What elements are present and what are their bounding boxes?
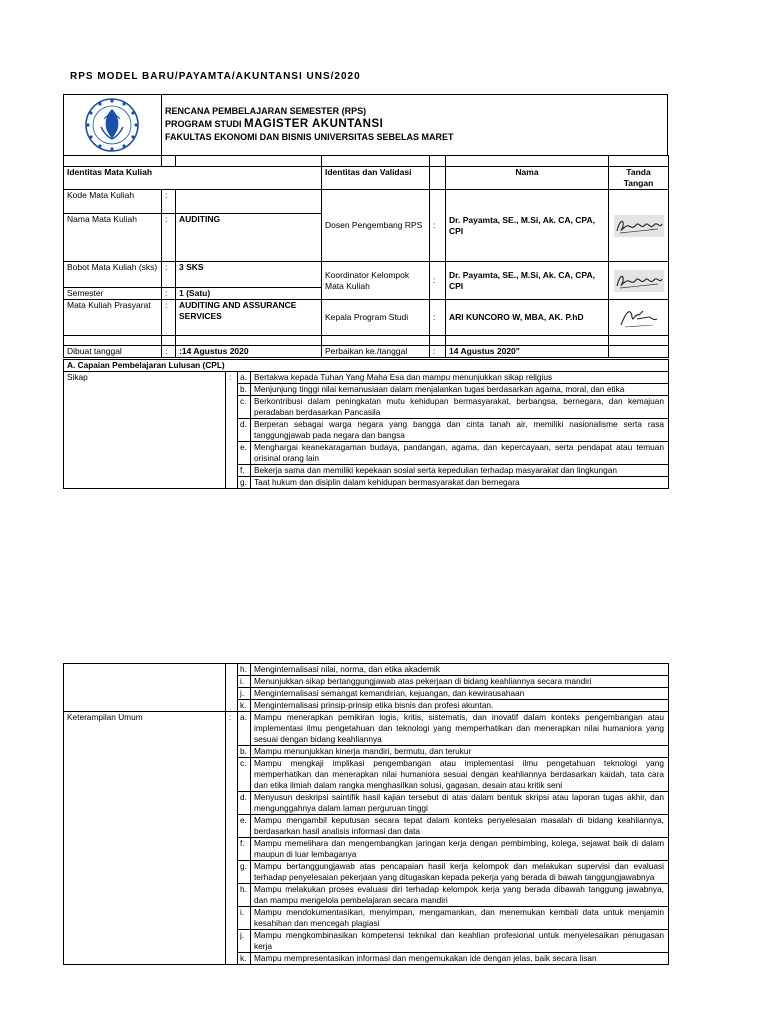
colon: :	[430, 262, 446, 300]
item-text: Mampu bertanggungjawab atas pencapaian hasil kerja kelompok dan melakukan supervisi dan evaluasi terhadap penyelesaian pekerjaan yang ditugaskan kepada pekerja yang berada di bawah tanggungjawabnya	[251, 861, 669, 884]
item-text: Berperan sebagai warga negara yang bangga dan cinta tanah air, memiliki nasionalisme serta rasa tanggungjawab pada negara dan bangsa	[251, 419, 669, 442]
item-letter: b.	[238, 384, 251, 396]
header-text	[165, 105, 454, 144]
developer-name: Dr. Payamta, SE., M.Si, Ak. CA, CPA, CPI	[446, 190, 609, 262]
head-signature	[609, 300, 669, 336]
created-label: Dibuat tanggal	[64, 346, 162, 358]
credits-value: 3 SKS	[176, 262, 322, 288]
semester-value: 1 (Satu)	[176, 288, 322, 300]
colon: :	[162, 190, 176, 214]
item-letter: a.	[238, 372, 251, 384]
colon: :	[162, 262, 176, 288]
cpl-table	[63, 359, 669, 489]
course-code-value	[176, 190, 322, 214]
program-name: MAGISTER AKUNTANSI	[244, 118, 384, 130]
item-letter: e.	[238, 442, 251, 465]
sikap-label-continued	[64, 664, 226, 712]
col-name: Nama	[446, 167, 609, 190]
item-text: Taat hukum dan disiplin dalam kehidupan bermasyarakat dan bernegara	[251, 477, 669, 489]
item-text: Menginternalisasi semangat kemandirian, kejuangan, dan kewirausahaan	[251, 688, 669, 700]
signature-icon	[614, 215, 664, 237]
identity-table	[63, 155, 669, 358]
item-letter: a.	[238, 712, 251, 746]
cpl-item-row	[64, 372, 669, 384]
colon: :	[162, 214, 176, 262]
item-letter: f.	[238, 838, 251, 861]
prereq-value: AUDITING AND ASSURANCE SERVICES	[176, 300, 322, 336]
cpl-item-row	[64, 664, 669, 676]
program-prefix: PROGRAM STUDI	[165, 119, 242, 129]
item-letter: j.	[238, 930, 251, 953]
item-text: Bekerja sama dan memiliki kepekaan sosial serta kepedulian terhadap masyarakat dan lingkungan	[251, 465, 669, 477]
logo-cell	[64, 95, 162, 155]
item-text: Menyusun deskripsi saintifik hasil kajian tersebut di atas dalam bentuk skripsi atau laporan tugas akhir, dan mengunggahnya dalam laman perguruan tinggi	[251, 792, 669, 815]
revision-label: Perbaikan ke./tanggal	[322, 346, 430, 358]
colon: :	[430, 346, 446, 358]
item-text: Berkontribusi dalam peningkatan mutu kehidupan bermasyarakat, berbangsa, bernegara, dan kemajuan peradaban berdasarkan Pancasila	[251, 396, 669, 419]
document-title: RPS MODEL BARU/PAYAMTA/AKUNTANSI UNS/2020	[70, 71, 361, 82]
col-signature: Tanda Tangan	[609, 167, 669, 190]
colon: :	[162, 288, 176, 300]
item-letter: e.	[238, 815, 251, 838]
colon: :	[430, 190, 446, 262]
credits-label: Bobot Mata Kuliah (sks)	[64, 262, 162, 288]
sikap-label: Sikap	[64, 372, 226, 489]
col-validation: Identitas dan Validasi	[322, 167, 430, 190]
rps-header	[63, 94, 668, 156]
item-text: Mampu mendokumentasikan, menyimpan, mengamankan, dan menemukan kembali data untuk menjamin kesahihan dan mencegah plagiasi	[251, 907, 669, 930]
item-text: Mampu menunjukkan kinerja mandiri, bermutu, dan terukur	[251, 746, 669, 758]
item-text: Menunjukkan sikap bertanggungjawab atas pekerjaan di bidang keahliannya secara mandiri	[251, 676, 669, 688]
colon: :	[162, 300, 176, 336]
item-letter: i.	[238, 907, 251, 930]
item-letter: c.	[238, 758, 251, 792]
colon: :	[430, 300, 446, 336]
colon: :	[226, 712, 238, 965]
coordinator-label: Koordinator Kelompok Mata Kuliah	[322, 262, 430, 300]
item-letter: h.	[238, 884, 251, 907]
cpl-table-continued	[63, 663, 669, 965]
item-letter: f.	[238, 465, 251, 477]
item-letter: k.	[238, 953, 251, 965]
developer-signature	[609, 190, 669, 262]
course-name-value: AUDITING	[176, 214, 322, 262]
colon	[226, 664, 238, 712]
semester-label: Semester	[64, 288, 162, 300]
item-text: Mampu mengambil keputusan secara tepat dalam konteks penyelesaian masalah di bidang keahliannya, berdasarkan hasil analisis informasi dan data	[251, 815, 669, 838]
faculty-line: FAKULTAS EKONOMI DAN BISNIS UNIVERSITAS SEBELAS MARET	[165, 132, 454, 142]
rps-heading: RENCANA PEMBELAJARAN SEMESTER (RPS)	[165, 106, 367, 116]
signature-icon	[614, 270, 664, 292]
item-letter: g.	[238, 477, 251, 489]
item-letter: d.	[238, 792, 251, 815]
item-text: Mampu mempresentasikan informasi dan mengemukakan ide dengan jelas, baik secara lisan	[251, 953, 669, 965]
revision-value: 14 Agustus 2020"	[446, 346, 609, 358]
prereq-label: Mata Kuliah Prasyarat	[64, 300, 162, 336]
item-text: Menghargai keanekaragaman budaya, pandangan, agama, dan kepercayaan, serta pendapat atau temuan orisinal orang lain	[251, 442, 669, 465]
item-text: Mampu melakukan proses evaluasi diri terhadap kelompok kerja yang berada dibawah tanggung jawabnya, dan mampu mengelola pembelajaran secara mandiri	[251, 884, 669, 907]
item-letter: d.	[238, 419, 251, 442]
signature-icon	[617, 305, 661, 331]
colon: :	[226, 372, 238, 489]
created-value: :14 Agustus 2020	[176, 346, 322, 358]
col-course-identity: Identitas Mata Kuliah	[64, 167, 322, 190]
item-text: Mampu mengkaji implikasi pengembangan atau implementasi ilmu pengetahuan teknologi yang memperhatikan dan menerapkan nilai humaniora sesuai dengan keahliannya berdasarkan kaidah, tata cara dan etika ilmiah dalam rangka menghasilkan solusi, gagasan, desain atau kritik seni	[251, 758, 669, 792]
developer-label: Dosen Pengembang RPS	[322, 190, 430, 262]
coordinator-signature	[609, 262, 669, 300]
coordinator-name: Dr. Payamta, SE., M.Si, Ak. CA, CPA, CPI	[446, 262, 609, 300]
item-letter: i.	[238, 676, 251, 688]
item-text: Menginternalisasi prinsip-prinsip etika bisnis dan profesi akuntan.	[251, 700, 669, 712]
item-letter: k.	[238, 700, 251, 712]
item-text: Mampu menerapkan pemikiran logis, kritis, sistematis, dan inovatif dalam konteks pengembangan atau implementasi ilmu pengetahuan dan teknologi yang memperhatikan dan menerapkan nilai humaniora yang sesuai dengan bidang keahliannya	[251, 712, 669, 746]
item-text: Mampu mengkombinasikan kompetensi teknikal dan keahlian profesional untuk menyelesaikan penugasan kerja	[251, 930, 669, 953]
keterampilan-umum-label: Keterampilan Umum	[64, 712, 226, 965]
head-label: Kepala Program Studi	[322, 300, 430, 336]
item-letter: j.	[238, 688, 251, 700]
item-letter: b.	[238, 746, 251, 758]
item-text: Menjunjung tinggi nilai kemanusiaan dalam menjalankan tugas berdasarkan agama, moral, dan etika	[251, 384, 669, 396]
item-text: Bertakwa kepada Tuhan Yang Maha Esa dan mampu menunjukkan sikap religius	[251, 372, 669, 384]
course-code-label: Kode Mata Kuliah	[64, 190, 162, 214]
item-letter: h.	[238, 664, 251, 676]
uns-logo-icon	[82, 97, 142, 153]
cpl-item-row	[64, 712, 669, 746]
head-name: ARI KUNCORO W, MBA, AK. P.hD	[446, 300, 609, 336]
item-text: Menginternalisasi nilai, norma, dan etika akademik	[251, 664, 669, 676]
cpl-section-title: A. Capaian Pembelajaran Lulusan (CPL)	[64, 360, 669, 372]
item-text: Mampu memelihara dan mengembangkan jaringan kerja dengan pembimbing, kolega, sejawat baik di dalam maupun di luar lembaganya	[251, 838, 669, 861]
program-line	[165, 118, 454, 131]
course-name-label: Nama Mata Kuliah	[64, 214, 162, 262]
item-letter: c.	[238, 396, 251, 419]
item-letter: g.	[238, 861, 251, 884]
colon: :	[162, 346, 176, 358]
